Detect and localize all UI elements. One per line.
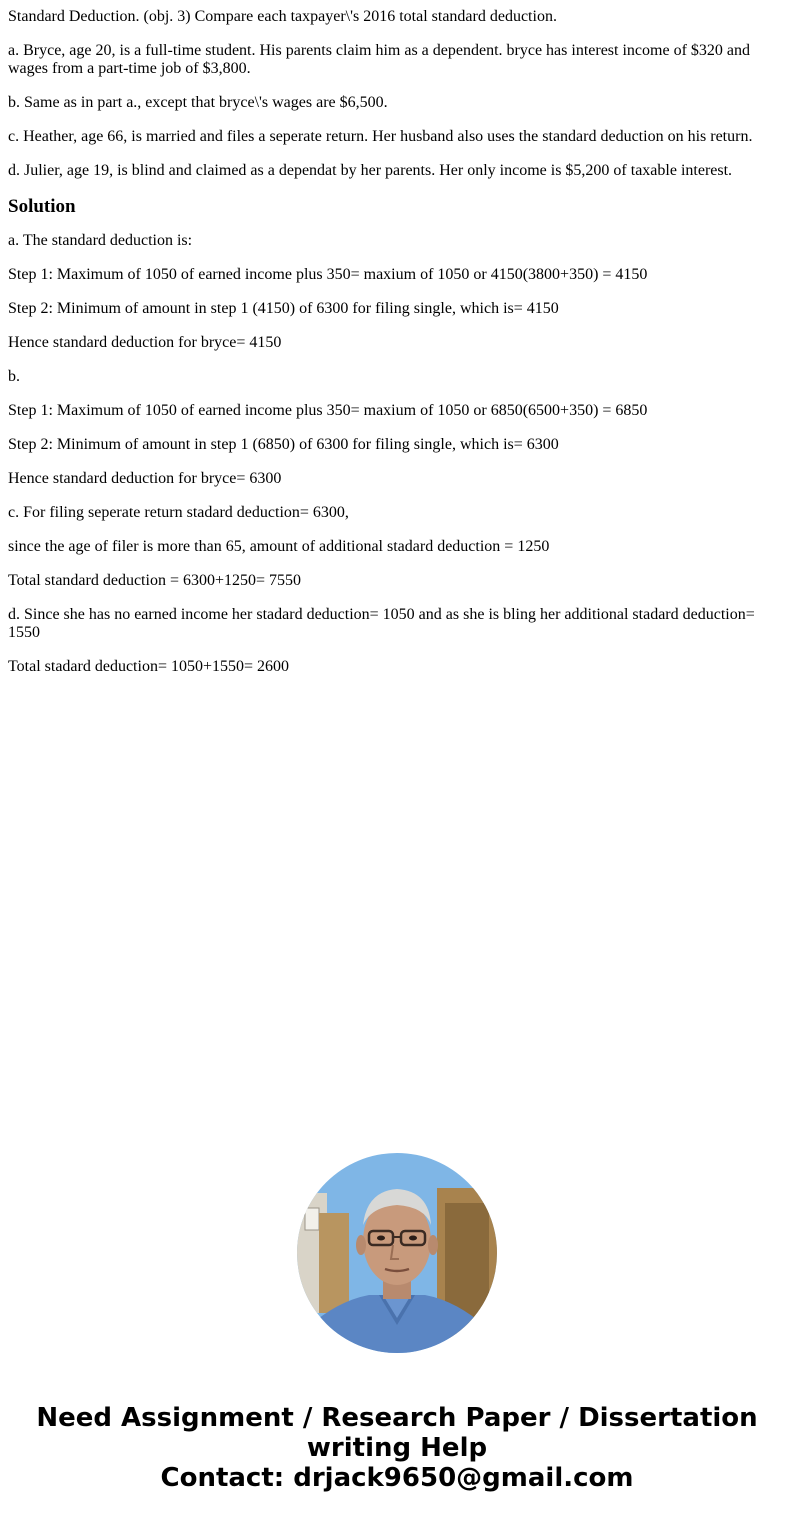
solution-line: Total stadard deduction= 1050+1550= 2600 [8,658,290,675]
solution-line: since the age of filer is more than 65, amount of additional stadard deduction = 1250 [8,538,550,555]
contact-banner [0,1403,794,1493]
question-part-c: c. Heather, age 66, is married and files a seperate return. Her husband also uses the standard deduction on his return. [8,128,753,145]
solution-line: Step 2: Minimum of amount in step 1 (4150) of 6300 for filing single, which is= 4150 [8,300,559,317]
author-avatar [297,1153,497,1353]
question-part-b: b. Same as in part a., except that bryce\'s wages are $6,500. [8,94,388,111]
solution-line: d. Since she has no earned income her stadard deduction= 1050 and as she is bling her additional stadard deduction= 1550 [8,606,755,641]
solution-line: a. The standard deduction is: [8,232,193,249]
solution-line: c. For filing seperate return stadard deduction= 6300, [8,504,349,521]
solution-line: Hence standard deduction for bryce= 6300 [8,470,282,487]
solution-line: Step 1: Maximum of 1050 of earned income plus 350= maxium of 1050 or 4150(3800+350) = 4150 [8,266,648,283]
solution-line: b. [8,368,20,385]
question-part-d: d. Julier, age 19, is blind and claimed as a dependat by her parents. Her only income is $5,200 of taxable interest. [8,162,733,179]
question-part-a: a. Bryce, age 20, is a full-time student. His parents claim him as a dependent. bryce has interest income of $320 and wages from a part-time job of $3,800. [8,42,750,77]
document-body [0,0,794,676]
solution-line: Step 2: Minimum of amount in step 1 (6850) of 6300 for filing single, which is= 6300 [8,436,559,453]
banner-line-1: Need Assignment / Research Paper / Dissertation [36,1403,758,1433]
question-intro: Standard Deduction. (obj. 3) Compare each taxpayer\'s 2016 total standard deduction. [8,8,557,25]
banner-line-2: writing Help [306,1433,488,1463]
solution-line: Step 1: Maximum of 1050 of earned income plus 350= maxium of 1050 or 6850(6500+350) = 6850 [8,402,648,419]
solution-line: Hence standard deduction for bryce= 4150 [8,334,282,351]
banner-contact-email[interactable]: Contact: drjack9650@gmail.com [160,1463,634,1493]
avatar-portrait-image [297,1153,497,1353]
solution-line: Total standard deduction = 6300+1250= 7550 [8,572,302,589]
solution-heading: Solution [8,196,76,217]
